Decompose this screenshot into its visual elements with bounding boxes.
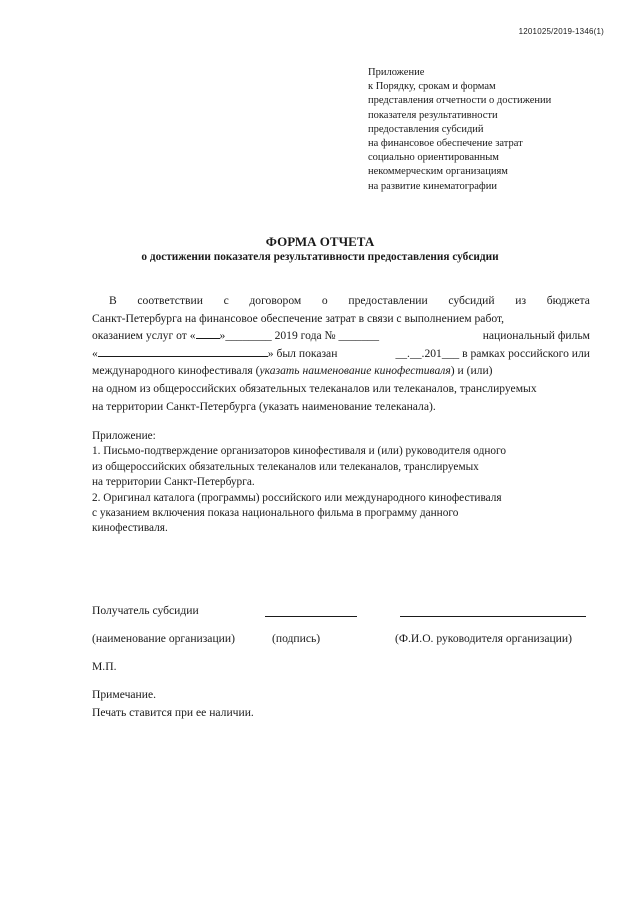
head-name-caption: (Ф.И.О. руководителя организации) (395, 632, 572, 645)
appendix-line: представления отчетности о достижении (368, 95, 552, 107)
paragraph-line-1: В соответствии с договором о предоставлении субсидий из бюджета (109, 294, 590, 307)
note-text: Печать ставится при ее наличии. (92, 706, 254, 719)
attachment-1-line-2: из общероссийских обязательных телеканалов или телеканалов, транслируемых (92, 460, 479, 473)
paragraph-line-3: оказанием услуг от « »________ 2019 года № _______ национальный фильм (92, 329, 590, 343)
attachment-2-line-2: с указанием включения показа национального фильма в программу данного (92, 507, 459, 520)
paragraph-line-4: « » был показан __.__.201___ в рамках российского или (92, 346, 590, 360)
stamp-label: М.П. (92, 660, 117, 673)
attachment-2-line-3: кинофестиваля. (92, 522, 168, 535)
appendix-line: социально ориентированным (368, 152, 499, 164)
paragraph-line-7: на территории Санкт-Петербурга (указать наименование телеканала). (92, 399, 436, 413)
attachment-1-line-3: на территории Санкт-Петербурга. (92, 476, 255, 489)
document-number: 1201025/2019-1346(1) (518, 27, 604, 36)
form-title: ФОРМА ОТЧЕТА (265, 234, 375, 249)
note-heading: Примечание. (92, 688, 156, 701)
appendix-header (368, 66, 618, 194)
attachments-heading: Приложение: (92, 430, 156, 442)
day-blank-field[interactable] (196, 327, 220, 339)
paragraph-line-6: на одном из общероссийских обязательных телеканалов или телеканалов, транслируемых (92, 381, 537, 395)
recipient-label: Получатель субсидии (92, 604, 199, 617)
attachment-2-line-1: 2. Оригинал каталога (программы) российского или международного кинофестиваля (92, 491, 502, 504)
attachment-1-line-1: 1. Письмо-подтверждение организаторов кинофестиваля и (или) руководителя одного (92, 445, 507, 458)
appendix-line: к Порядку, срокам и формам (368, 81, 496, 93)
appendix-line: некоммерческим организациям (368, 166, 508, 178)
attachments-list (92, 429, 590, 537)
form-subtitle: о достижении показателя результативности предоставления субсидии (141, 251, 499, 263)
signature-caption: (подпись) (272, 632, 321, 645)
signature-line[interactable] (265, 616, 357, 617)
appendix-line: показателя результативности (368, 109, 498, 121)
org-name-caption: (наименование организации) (92, 632, 235, 645)
appendix-line: на развитие кинематографии (368, 180, 497, 192)
appendix-line: предоставления субсидий (368, 123, 484, 135)
head-name-line[interactable] (400, 616, 586, 617)
report-paragraph (92, 292, 590, 415)
film-name-blank-field[interactable] (98, 345, 268, 357)
paragraph-line-5: международного кинофестиваля ( указать наименование кинофестиваля ) и (или) (92, 364, 493, 378)
appendix-line: Приложение (368, 67, 425, 78)
appendix-line: на финансовое обеспечение затрат (368, 138, 523, 150)
paragraph-line-2: Санкт-Петербурга на финансовое обеспечение затрат в связи с выполнением работ, (92, 311, 505, 325)
